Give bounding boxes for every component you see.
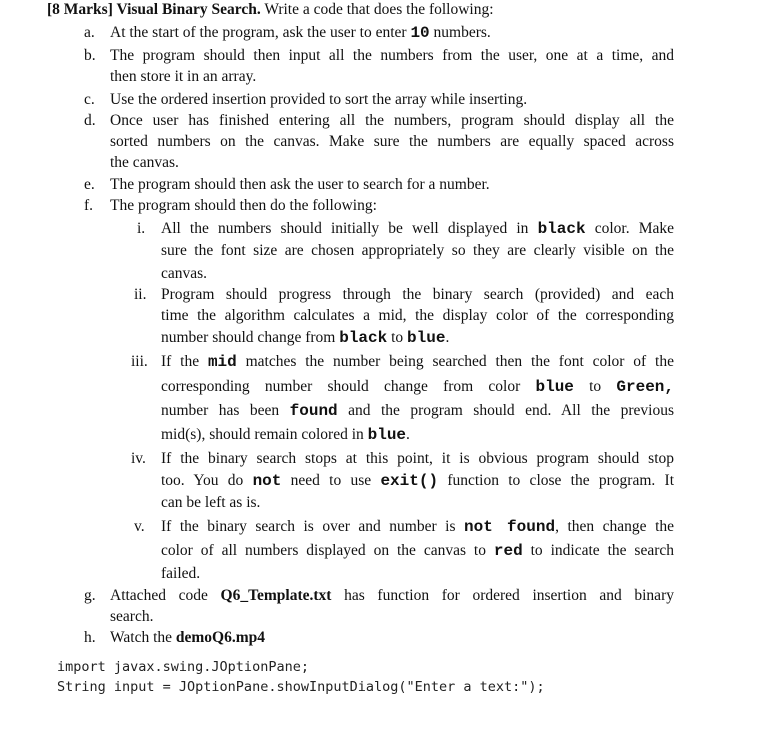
subitem-iii-label: iii. <box>131 353 148 370</box>
subitem-iii-line3: number has been found and the program should end. All the previous <box>161 402 674 420</box>
item-f-label: f. <box>84 197 94 214</box>
item-g-label: g. <box>84 587 96 604</box>
template-filename: Q6_Template.txt <box>220 587 332 604</box>
subitem-ii-line2: time the algorithm calculates a mid, the display color of the corresponding <box>161 307 674 324</box>
subitem-i-line2: sure the font size are chosen appropriately so they are clearly visible on the <box>161 242 674 259</box>
subitem-iv-line3: can be left as is. <box>161 494 261 511</box>
item-h-line1: Watch the demoQ6.mp4 <box>110 629 266 646</box>
code-not-found: not found <box>464 518 556 536</box>
code-blue: blue <box>367 426 407 444</box>
item-e-line1: The program should then ask the user to search for a number. <box>110 176 490 193</box>
subitem-iv-line1: If the binary search stops at this point, it is obvious program should stop <box>161 450 674 467</box>
subitem-iii-line4: mid(s), should remain colored in blue. <box>161 426 410 444</box>
item-b-label: b. <box>84 47 96 64</box>
subitem-iv-label: iv. <box>131 450 146 467</box>
item-c-label: c. <box>84 91 95 108</box>
code-line-import: import javax.swing.JOptionPane; <box>57 659 309 675</box>
subitem-v-line2: color of all numbers displayed on the canvas to red to indicate the search <box>161 542 674 560</box>
subitem-i-line3: canvas. <box>161 265 208 282</box>
heading-rest: Write a code that does the following: <box>260 1 494 18</box>
item-b-line2: then store it in an array. <box>110 68 257 85</box>
item-a-text: At the start of the program, ask the user to enter 10 numbers. <box>110 24 491 42</box>
item-b-line1: The program should then input all the numbers from the user, one at a time, and <box>110 47 674 64</box>
code-exit: exit() <box>380 472 439 490</box>
code-black: black <box>537 220 586 238</box>
demo-filename: demoQ6.mp4 <box>175 629 266 646</box>
subitem-ii-line1: Program should progress through the binary search (provided) and each <box>161 286 674 303</box>
code-found: found <box>289 402 338 420</box>
item-c-line1: Use the ordered insertion provided to sort the array while inserting. <box>110 91 528 108</box>
heading-marks: [8 Marks] Visual Binary Search. <box>47 1 261 18</box>
question-heading <box>47 0 494 20</box>
code-blue: blue <box>535 378 574 396</box>
subitem-ii-line3: number should change from black to blue. <box>161 329 450 347</box>
item-d-line2: sorted numbers on the canvas. Make sure the numbers are equally spaced across <box>110 133 674 150</box>
item-d-label: d. <box>84 112 96 129</box>
code-10: 10 <box>410 24 430 42</box>
code-not: not <box>252 472 282 490</box>
code-red: red <box>493 542 523 560</box>
subitem-iii-line2: corresponding number should change from color blue to Green, <box>161 378 674 396</box>
item-e-label: e. <box>84 176 95 193</box>
subitem-v-line1: If the binary search is over and number is not found, then change the <box>161 518 675 536</box>
item-d-line1: Once user has finished entering all the numbers, program should display all the <box>110 112 674 129</box>
item-g-line2: search. <box>110 608 154 625</box>
item-h-label: h. <box>84 629 96 646</box>
item-a-label: a. <box>84 24 95 41</box>
subitem-iv-line2: too. You do not need to use exit() function to close the program. It <box>161 472 675 490</box>
subitem-i-line1: All the numbers should initially be well displayed in black color. Make <box>161 220 674 238</box>
item-g-line1: Attached code Q6_Template.txt has function for ordered insertion and binary <box>110 587 674 604</box>
code-line-input: String input = JOptionPane.showInputDialog("Enter a text:"); <box>57 679 545 695</box>
item-d-line3: the canvas. <box>110 154 179 171</box>
code-mid: mid <box>207 353 237 371</box>
subitem-v-line3: failed. <box>161 565 201 582</box>
code-blue: blue <box>407 329 446 347</box>
subitem-ii-label: ii. <box>134 286 147 303</box>
code-black: black <box>339 329 388 347</box>
code-green: Green, <box>616 378 674 396</box>
subitem-v-label: v. <box>134 518 145 535</box>
item-f-line1: The program should then do the following: <box>110 197 377 214</box>
subitem-iii-line1: If the mid matches the number being searched then the font color of the <box>161 353 674 371</box>
subitem-i-label: i. <box>137 220 146 237</box>
